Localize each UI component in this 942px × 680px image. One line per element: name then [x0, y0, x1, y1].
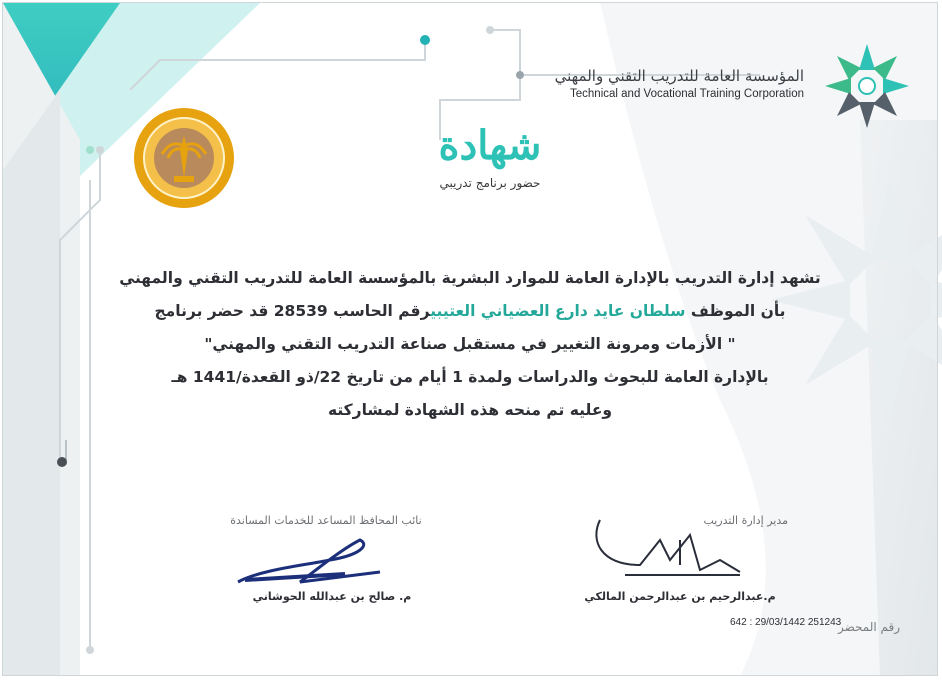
program-title: " الأزمات ومرونة التغيير في مستقبل صناعة التدريب التقني والمهني"	[204, 335, 736, 353]
right-signatory-title: مدير إدارة التدريب	[703, 514, 788, 527]
right-signatory-name: م.عبدالرحيم بن عبدالرحمن المالكي	[584, 590, 776, 603]
award-seal-icon	[132, 106, 236, 210]
certificate-body	[110, 262, 830, 427]
tvtc-logo-icon	[822, 40, 912, 132]
body-line-4: بالإدارة العامة للبحوث والدراسات ولمدة 1 أيام من تاريخ 22/ذو القعدة/1441 هـ	[171, 368, 769, 386]
body-line-2-prefix: بأن الموظف	[690, 302, 786, 320]
organization-name-english: Technical and Vocational Training Corporation	[570, 88, 804, 100]
body-line-2-suffix: رقم الحاسب 28539 قد حضر برنامج	[154, 302, 431, 320]
record-label: رقم المحضر	[838, 620, 901, 634]
organization-name-arabic: المؤسسة العامة للتدريب التقني والمهني	[554, 67, 804, 85]
left-signatory-title: نائب المحافظ المساعد للخدمات المساندة	[230, 514, 422, 527]
record-number: 642 : 29/03/1442 251243	[730, 617, 842, 628]
body-line-5: وعليه تم منحه هذه الشهادة لمشاركته	[327, 401, 613, 419]
certificate-title: شهادة	[438, 122, 542, 169]
certificate-title-block	[420, 118, 560, 190]
organization-header	[555, 66, 804, 102]
certificate-subtitle: حضور برنامج تدريبي	[439, 176, 541, 190]
body-line-2	[110, 295, 830, 328]
employee-name: سلطان عايد دارع العضياني العتيبي	[430, 302, 686, 320]
left-signatory-name: م. صالح بن عبدالله الحوشاني	[252, 590, 412, 603]
body-line-1: تشهد إدارة التدريب بالإدارة العامة للموارد البشرية بالمؤسسة العامة للتدريب التقني والمهني	[119, 269, 821, 287]
